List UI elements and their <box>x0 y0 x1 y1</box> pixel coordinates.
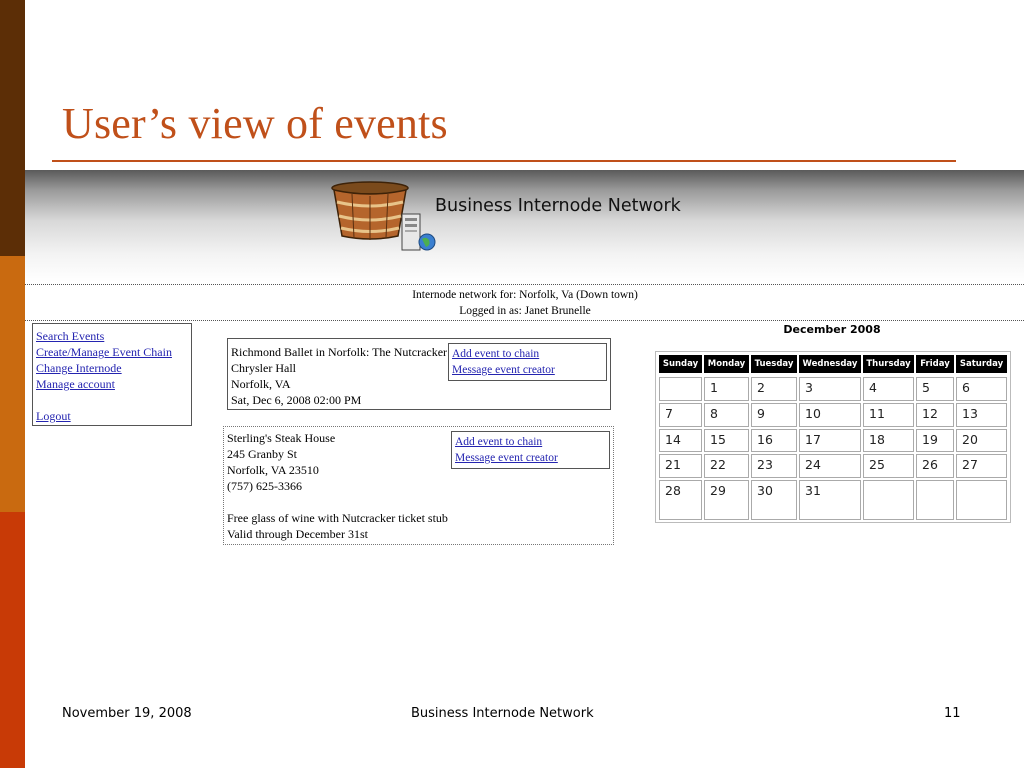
calendar-day-cell <box>659 377 702 401</box>
event-offer: Free glass of wine with Nutcracker ticket stub <box>227 511 448 525</box>
nav-search-events-link[interactable]: Search Events <box>36 329 105 343</box>
calendar-day-cell[interactable]: 26 <box>916 454 954 478</box>
calendar-day-cell[interactable]: 12 <box>916 403 954 427</box>
event-card <box>223 426 614 545</box>
message-event-creator-link[interactable]: Message event creator <box>452 364 555 376</box>
footer-date: November 19, 2008 <box>62 706 192 721</box>
event-title: Richmond Ballet in Norfolk: The Nutcracker <box>231 345 448 359</box>
event-datetime: Sat, Dec 6, 2008 02:00 PM <box>231 393 362 407</box>
page-number: 11 <box>944 706 961 721</box>
calendar-day-header: Sunday <box>659 355 702 373</box>
event-actions <box>451 431 610 469</box>
calendar-day-cell[interactable]: 28 <box>659 480 702 520</box>
add-event-to-chain-link[interactable]: Add event to chain <box>455 436 543 448</box>
calendar-day-cell[interactable]: 24 <box>799 454 861 478</box>
message-event-creator-link[interactable]: Message event creator <box>455 452 558 464</box>
calendar-day-cell[interactable]: 25 <box>863 454 914 478</box>
calendar-title: December 2008 <box>783 323 881 336</box>
calendar-day-cell <box>863 480 914 520</box>
calendar-day-header: Wednesday <box>799 355 861 373</box>
calendar-day-cell <box>916 480 954 520</box>
calendar-day-cell[interactable]: 20 <box>956 429 1007 452</box>
calendar-day-cell[interactable]: 15 <box>704 429 749 452</box>
nav-create-manage-chain-link[interactable]: Create/Manage Event Chain <box>36 345 172 359</box>
event-venue: Chrysler Hall <box>231 361 296 375</box>
event-actions <box>448 343 607 381</box>
calendar-day-header: Saturday <box>956 355 1007 373</box>
calendar-day-cell[interactable]: 21 <box>659 454 702 478</box>
calendar-day-cell[interactable]: 7 <box>659 403 702 427</box>
nav-manage-account-link[interactable]: Manage account <box>36 377 115 391</box>
calendar-day-cell[interactable]: 11 <box>863 403 914 427</box>
calendar-day-cell[interactable]: 8 <box>704 403 749 427</box>
calendar-day-cell[interactable]: 31 <box>799 480 861 520</box>
event-city: Norfolk, VA 23510 <box>227 463 319 477</box>
calendar-day-cell[interactable]: 10 <box>799 403 861 427</box>
calendar-day-cell[interactable]: 19 <box>916 429 954 452</box>
calendar-day-cell[interactable]: 2 <box>751 377 797 401</box>
event-offer-validity: Valid through December 31st <box>227 527 368 541</box>
slide-title: User’s view of events <box>62 99 448 148</box>
calendar-day-header: Tuesday <box>751 355 797 373</box>
calendar-day-cell[interactable]: 27 <box>956 454 1007 478</box>
calendar-day-cell[interactable]: 18 <box>863 429 914 452</box>
event-title: Sterling's Steak House <box>227 431 336 445</box>
calendar-day-cell[interactable]: 14 <box>659 429 702 452</box>
calendar-day-cell[interactable]: 22 <box>704 454 749 478</box>
calendar-day-cell[interactable]: 30 <box>751 480 797 520</box>
nav-change-internode-link[interactable]: Change Internode <box>36 361 122 375</box>
calendar <box>655 351 1011 523</box>
calendar-day-cell[interactable]: 13 <box>956 403 1007 427</box>
network-location: Internode network for: Norfolk, Va (Down town) <box>412 289 638 301</box>
accent-bar-middle <box>0 256 25 512</box>
calendar-day-cell <box>956 480 1007 520</box>
calendar-day-cell[interactable]: 16 <box>751 429 797 452</box>
accent-bar-top <box>0 0 25 256</box>
calendar-day-cell[interactable]: 17 <box>799 429 861 452</box>
calendar-day-header: Monday <box>704 355 749 373</box>
brand-name: Business Internode Network <box>435 196 681 216</box>
calendar-day-cell[interactable]: 23 <box>751 454 797 478</box>
left-accent-bar <box>0 0 25 768</box>
server-globe-icon <box>398 212 438 252</box>
logged-in-user: Logged in as: Janet Brunelle <box>459 305 591 317</box>
calendar-day-cell[interactable]: 3 <box>799 377 861 401</box>
add-event-to-chain-link[interactable]: Add event to chain <box>452 348 540 360</box>
calendar-day-header: Thursday <box>863 355 914 373</box>
footer-title: Business Internode Network <box>411 706 594 721</box>
event-city: Norfolk, VA <box>231 377 291 391</box>
calendar-day-cell[interactable]: 4 <box>863 377 914 401</box>
title-underline <box>52 160 956 162</box>
calendar-day-cell[interactable]: 5 <box>916 377 954 401</box>
calendar-day-cell[interactable]: 29 <box>704 480 749 520</box>
calendar-day-cell[interactable]: 6 <box>956 377 1007 401</box>
calendar-day-cell[interactable]: 9 <box>751 403 797 427</box>
divider-bottom <box>25 320 1024 321</box>
accent-bar-bottom <box>0 512 25 768</box>
event-card <box>227 338 611 410</box>
calendar-day-cell[interactable]: 1 <box>704 377 749 401</box>
calendar-day-header: Friday <box>916 355 954 373</box>
event-phone: (757) 625-3366 <box>227 479 302 493</box>
event-address: 245 Granby St <box>227 447 297 461</box>
nav-logout-link[interactable]: Logout <box>36 409 71 423</box>
divider-top <box>25 284 1024 285</box>
nav-menu <box>32 323 192 426</box>
site-banner <box>25 170 1024 282</box>
